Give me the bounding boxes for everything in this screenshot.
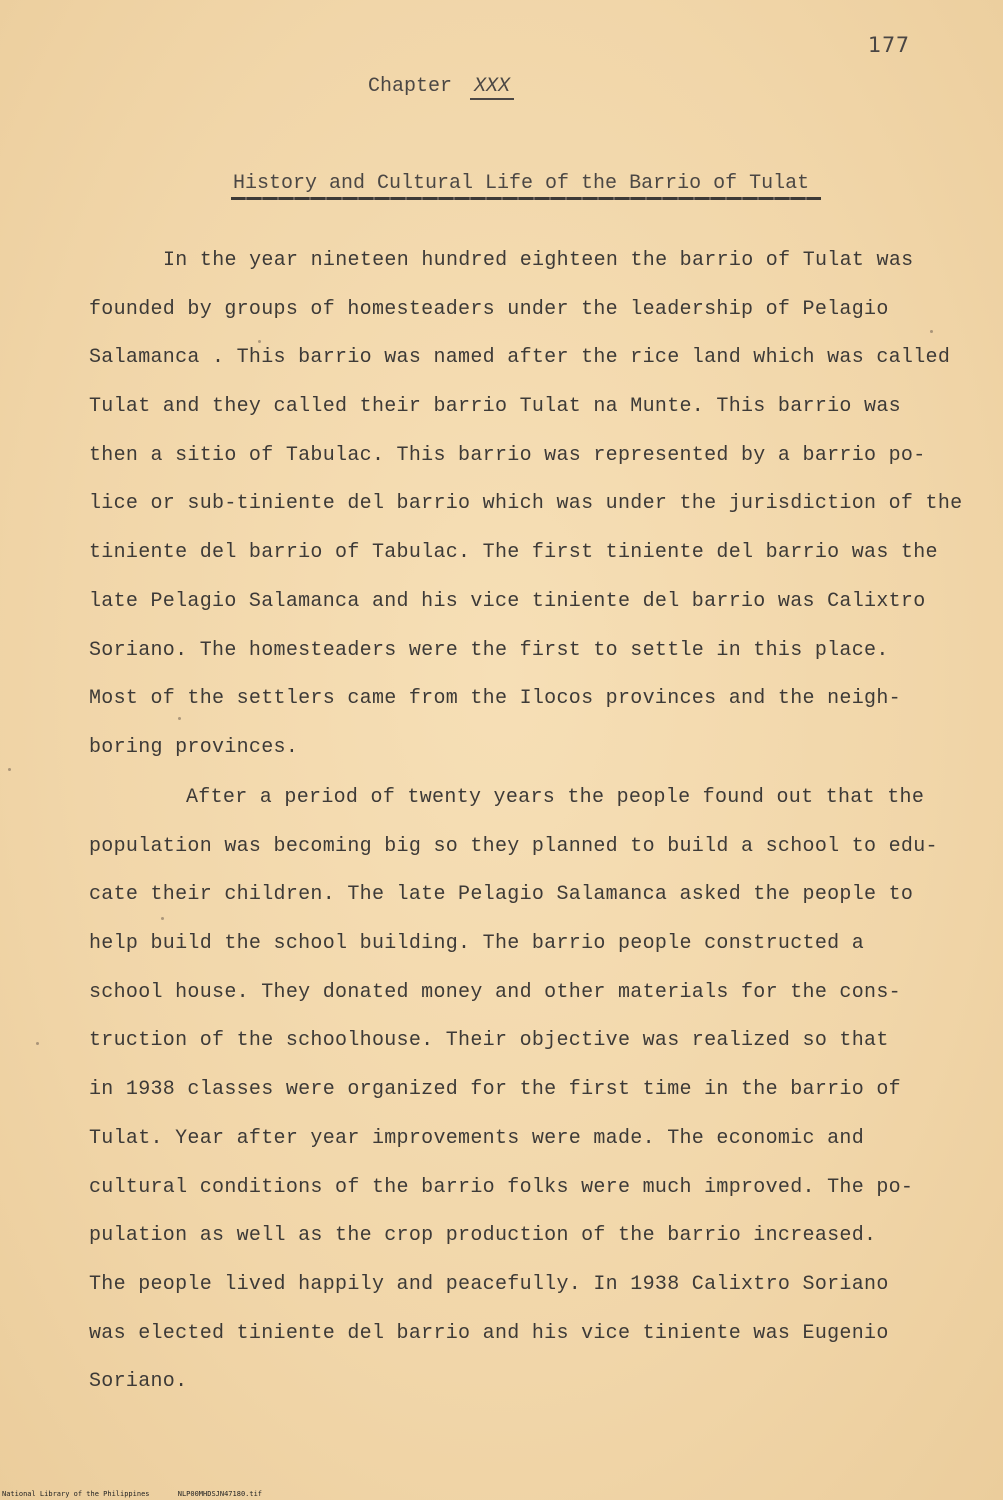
paper-speck [36, 1042, 39, 1045]
text-line: help build the school building. The barrio people constructed a [89, 932, 865, 956]
chapter-heading [368, 75, 514, 100]
text-line: was elected tiniente del barrio and his vice tiniente was Eugenio [89, 1321, 889, 1345]
text-line: founded by groups of homesteaders under the leadership of Pelagio [89, 297, 889, 321]
paper-speck [258, 340, 261, 343]
text-line: population was becoming big so they planned to build a school to edu- [89, 834, 938, 858]
paragraph-2 [89, 786, 969, 1419]
text-line: boring provinces. [89, 735, 299, 759]
text-line: truction of the schoolhouse. Their objective was realized so that [89, 1029, 889, 1053]
paragraph-1 [89, 249, 969, 785]
text-line: pulation as well as the crop production of the barrio increased. [89, 1224, 877, 1248]
text-line: Tulat. Year after year improvements were made. The economic and [89, 1126, 865, 1150]
text-line: cultural conditions of the barrio folks were much improved. The po- [89, 1175, 914, 1199]
title-underline [231, 197, 821, 200]
text-line: then a sitio of Tabulac. This barrio was represented by a barrio po- [89, 443, 926, 467]
text-line: lice or sub-tiniente del barrio which was under the jurisdiction of the [89, 492, 963, 516]
text-line: cate their children. The late Pelagio Salamanca asked the people to [89, 883, 914, 907]
text-line: Most of the settlers came from the Ilocos provinces and the neigh- [89, 687, 901, 711]
chapter-label: Chapter [368, 75, 453, 98]
paper-speck [178, 717, 181, 720]
text-line: school house. They donated money and other materials for the cons- [89, 980, 901, 1004]
paper-speck [930, 330, 933, 333]
paper-speck [8, 768, 11, 771]
chapter-number: XXX [470, 75, 514, 100]
text-line: late Pelagio Salamanca and his vice tiniente del barrio was Calixtro [89, 589, 926, 613]
text-line: In the year nineteen hundred eighteen the barrio of Tulat was [163, 249, 914, 272]
text-line: Soriano. The homesteaders were the first to settle in this place. [89, 638, 889, 662]
text-line: in 1938 classes were organized for the first time in the barrio of [89, 1078, 901, 1102]
scan-footer [2, 1490, 262, 1498]
library-credit: National Library of the Philippines [2, 1490, 150, 1498]
text-line: Soriano. [89, 1370, 188, 1394]
text-line: The people lived happily and peacefully. In 1938 Calixtro Soriano [89, 1272, 889, 1296]
paper-speck [161, 917, 164, 920]
text-line: tiniente del barrio of Tabulac. The first tiniente del barrio was the [89, 541, 938, 565]
text-line: Tulat and they called their barrio Tulat na Munte. This barrio was [89, 395, 901, 419]
scan-filename: NLP00MHDSJN47180.tif [177, 1490, 263, 1498]
text-line: Salamanca . This barrio was named after the rice land which was called [89, 346, 951, 370]
page-number: 177 [868, 33, 910, 57]
text-line: After a period of twenty years the people found out that the [186, 786, 925, 809]
document-title: History and Cultural Life of the Barrio of Tulat [233, 172, 810, 195]
